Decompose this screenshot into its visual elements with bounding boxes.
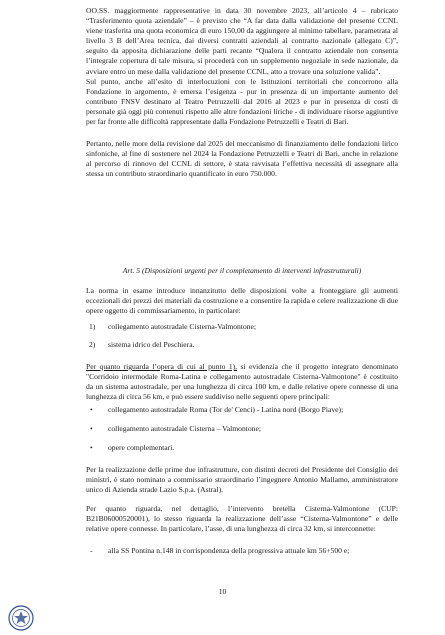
underlined-lead: Per quanto riguarda l’opera di cui al punto 1), (86, 362, 238, 371)
paragraph-cisterna-valmontone: Per quanto riguarda, nel dettaglio, l’intervento bretella Cisterna-Valmontone (CUP: B21B06000520001), lo stesso riguarda la realizzazione dell’asse “Cisterna-Valmontone” e delle relative opere connesse. In particolare, l’asse, di una lunghezza di circa 32 km, si interconnette: (86, 504, 398, 534)
list-item: sistema idrico del Peschiera. (108, 340, 195, 349)
bullet-item: collegamento autostradale Cisterna – Valmontone; (108, 424, 261, 433)
paragraph-contributo: Pertanto, nelle more della revisione dal 2025 del meccanismo di finanziamento delle fondazioni lirico sinfoniche, al fine di sostenere nel 2024 la Fondazione Petruzzelli e Teatri di Bari, anche in relazione al percorso di rinnovo del CCNL di settore, è stata ravvisata l’effettiva necessità di assegnare alla stessa un contributo straordinario quantificato in euro 750.000. (86, 139, 398, 179)
list-number: 1) (89, 322, 96, 331)
dash-item: alla SS Pontina n.148 in corrispondenza della progressiva attuale km 56+500 e; (108, 546, 350, 555)
bullet-item: opere complementari. (108, 443, 175, 452)
bullet-item: collegamento autostradale Roma (Tor de' Cenci) - Latina nord (Borgo Piave); (108, 405, 344, 414)
paragraph-opera-1 (86, 362, 398, 402)
article-title: Art. 5 (Disposizioni urgenti per il completamento di interventi infrastrutturali) (122, 266, 362, 275)
bullet-icon: • (90, 424, 93, 433)
bullet-icon: • (90, 443, 93, 452)
paragraph-interlocuzioni: Sul punto, anche all’esito di interlocuzioni con le Istituzioni territoriali che concorrono alla Fondazione in argomento, è emersa l’esigenza - pur in presenza di un importante aumento del contributo FNSV destinato al Teatro Petruzzelli dal 2016 al 2023 e pur in presenza di costi di personale già oggi più contenuti rispetto alle altre fondazioni liriche - di individuare risorse aggiuntive per far fronte alle difficoltà rappresentate dalla Fondazione Petruzzelli e Teatri di Bari. (86, 77, 398, 127)
bullet-icon: • (90, 405, 93, 414)
page-number: 10 (218, 587, 227, 596)
paragraph-realizzazione: Per la realizzazione delle prime due infrastrutture, con distinti decreti del Presidente del Consiglio dei ministri, è stato nominato a commissario straordinario l’ingegnere Antonio Mallamo, amministratore unico di Azienda strade Lazio S.p.a. (Astral). (86, 465, 398, 495)
list-number: 2) (89, 340, 96, 349)
paragraph-norma: La norma in esame introduce innanzitutto delle disposizioni volte a fronteggiare gli aumenti eccezionali dei prezzi dei materiali da costruzione e a consentire la rapida e celere realizzazione di due opere oggetto di commissariamento, in particolare: (86, 286, 398, 316)
ministry-seal-icon (8, 605, 34, 631)
list-item: collegamento autostradale Cisterna-Valmontone; (108, 322, 257, 331)
paragraph-opera-1-rest: si evidenzia che il progetto integrato denominato "Corridoio intermodale Roma-Latina e collegamento autostradale Cisterna-Valmontone" è costituito da un sistema autostradale, per una lunghezza di circa 100 km, e dalle relative opere connesse di una lunghezza di circa 56 km, e può essere suddiviso nelle seguenti opere principali: (86, 362, 398, 402)
dash-icon: - (90, 546, 93, 555)
paragraph-ccnl: OO.SS. maggiormente rappresentative in data 30 novembre 2023, all’articolo 4 – rubricato “Trasferimento quota aziendale” – è previsto che “A far data dalla validazione del presente CCNL viene trasferita una quota economica di euro 150,00 da aggiungere al minimo tabellare, parametrata al livello 3 B dell’Area tecnica, dai diversi contratti aziendali al contratto nazionale (allegato C)”, seguito da apposita dichiarazione delle parti recante “Qualora il contratto aziendale non consenta l’integrale copertura di tale misura, si procederà con un supplemento negoziale in sede nazionale, da avviare entro un mese dalla validazione del presente CCNL, atto a trovare una soluzione valida”. (86, 6, 398, 76)
